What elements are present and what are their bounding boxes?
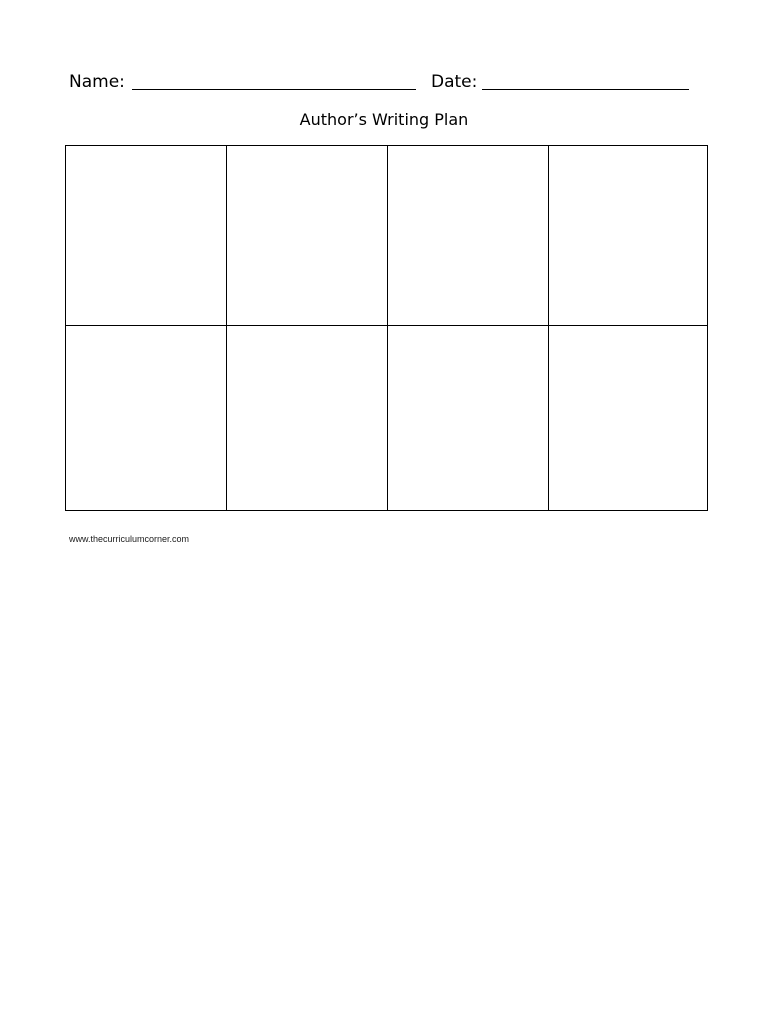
- footer-source-url: www.thecurriculumcorner.com: [69, 534, 190, 544]
- plan-box-5[interactable]: [66, 326, 227, 510]
- plan-box-3[interactable]: [388, 146, 549, 326]
- page-title: Author’s Writing Plan: [299, 110, 469, 129]
- plan-box-4[interactable]: [549, 146, 707, 326]
- header-row: [69, 68, 699, 96]
- plan-box-2[interactable]: [227, 146, 388, 326]
- plan-box-7[interactable]: [388, 326, 549, 510]
- date-label: Date:: [431, 72, 478, 92]
- name-label: Name:: [69, 72, 125, 92]
- plan-box-6[interactable]: [227, 326, 388, 510]
- name-blank-line[interactable]: [132, 89, 416, 90]
- plan-box-8[interactable]: [549, 326, 707, 510]
- writing-plan-grid: [65, 145, 708, 511]
- date-blank-line[interactable]: [482, 89, 689, 90]
- plan-box-1[interactable]: [66, 146, 227, 326]
